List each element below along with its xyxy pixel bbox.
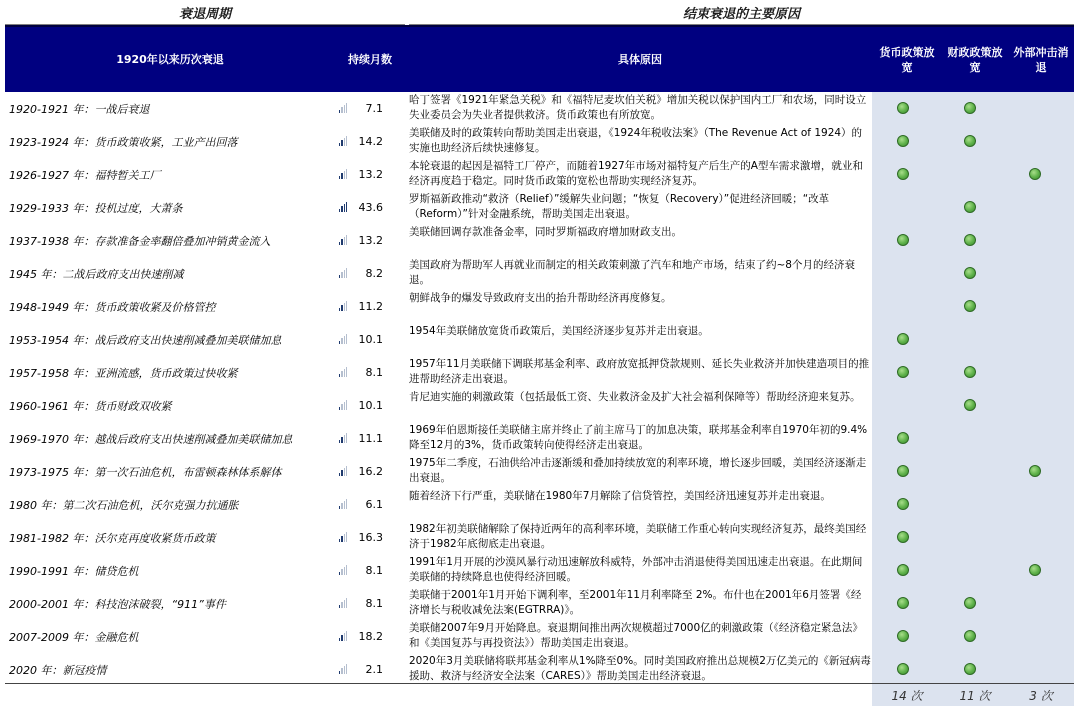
recession-name: 1960-1961 年：货币财政双收紧 bbox=[9, 399, 172, 413]
table-header bbox=[5, 25, 1074, 92]
duration-months: 10.1 bbox=[358, 399, 383, 412]
table-row bbox=[5, 422, 1074, 455]
monetary-marker-icon bbox=[897, 630, 909, 642]
fiscal-marker-icon bbox=[964, 630, 976, 642]
duration-months: 13.2 bbox=[358, 168, 383, 181]
duration-bar-icon bbox=[339, 400, 347, 410]
monetary-marker-icon bbox=[897, 531, 909, 543]
recession-name: 1926-1927 年：福特暂关工厂 bbox=[9, 168, 161, 182]
reason-text: 美联储回调存款准备金率，同时罗斯福政府增加财政支出。 bbox=[409, 226, 682, 238]
section-title-end-causes: 结束衰退的主要原因 bbox=[682, 7, 800, 22]
total-external: 3 次 bbox=[1029, 688, 1053, 703]
recession-name: 1980 年：第二次石油危机，沃尔克强力抗通胀 bbox=[9, 498, 239, 512]
duration-months: 8.1 bbox=[365, 564, 383, 577]
monetary-marker-icon bbox=[897, 234, 909, 246]
duration-bar-icon bbox=[339, 169, 347, 179]
total-fiscal: 11 次 bbox=[959, 688, 991, 703]
recession-name: 1973-1975 年：第一次石油危机，布雷顿森林体系解体 bbox=[9, 465, 282, 479]
header-fiscal: 财政政策放宽 bbox=[947, 45, 1003, 74]
header-reason: 具体原因 bbox=[618, 53, 662, 66]
monetary-marker-icon bbox=[897, 564, 909, 576]
recession-name: 1937-1938 年：存款准备金率翻倍叠加冲销黄金流入 bbox=[9, 234, 271, 248]
external-marker-icon bbox=[1029, 564, 1041, 576]
fiscal-marker-icon bbox=[964, 366, 976, 378]
table-row bbox=[5, 257, 1074, 290]
monetary-marker-icon bbox=[897, 135, 909, 147]
recession-name: 2007-2009 年：金融危机 bbox=[9, 630, 139, 644]
fiscal-marker-icon bbox=[964, 267, 976, 279]
monetary-marker-icon bbox=[897, 663, 909, 675]
total-monetary: 14 次 bbox=[891, 688, 923, 703]
reason-text: 1982年初美联储解除了保持近两年的高利率环境，美联储工作重心转向实现经济复苏，最终美国经济于1982年底彻底走出衰退。 bbox=[409, 523, 867, 550]
table-row bbox=[5, 125, 1074, 158]
duration-months: 43.6 bbox=[358, 201, 383, 214]
reason-text: 罗斯福新政推动“救济（Relief）”缓解失业问题；“恢复（Recovery）”促进经济回暖；“改革（Reform）”针对金融系统，帮助美国走出衰退。 bbox=[409, 193, 830, 220]
duration-months: 7.1 bbox=[365, 102, 383, 115]
duration-bar-icon bbox=[339, 367, 347, 377]
duration-months: 8.2 bbox=[365, 267, 383, 280]
table-row bbox=[5, 587, 1074, 620]
monetary-marker-icon bbox=[897, 498, 909, 510]
table-row bbox=[5, 521, 1074, 554]
table-row bbox=[5, 554, 1074, 587]
duration-months: 16.3 bbox=[358, 531, 383, 544]
duration-bar-icon bbox=[339, 103, 347, 113]
table-row bbox=[5, 92, 1074, 125]
duration-bar-icon bbox=[339, 334, 347, 344]
recession-name: 1948-1949 年：货币政策收紧及价格管控 bbox=[9, 300, 216, 314]
recession-name: 1969-1970 年：越战后政府支出快速削减叠加美联储加息 bbox=[9, 432, 293, 446]
external-marker-icon bbox=[1029, 465, 1041, 477]
recession-name: 2000-2001 年：科技泡沫破裂，“911”事件 bbox=[9, 597, 226, 611]
monetary-marker-icon bbox=[897, 465, 909, 477]
fiscal-marker-icon bbox=[964, 234, 976, 246]
reason-text: 1957年11月美联储下调联邦基金利率、政府放宽抵押贷款规则、延长失业救济并加快建造项目的推进帮助经济走出衰退。 bbox=[409, 358, 870, 385]
duration-months: 2.1 bbox=[365, 663, 383, 676]
table-row bbox=[5, 455, 1074, 488]
table-row bbox=[5, 323, 1074, 356]
duration-months: 16.2 bbox=[358, 465, 383, 478]
fiscal-marker-icon bbox=[964, 663, 976, 675]
reason-text: 2020年3月美联储将联邦基金利率从1%降至0%。同时美国政府推出总规模2万亿美元的《新冠病毒援助、救济与经济安全法案（CARES）》帮助美国走出经济衰退。 bbox=[409, 655, 871, 682]
recession-name: 1990-1991 年：储贷危机 bbox=[9, 564, 139, 578]
reason-text: 美国政府为帮助军人再就业而制定的相关政策刺激了汽车和地产市场，结束了约~8个月的经济衰退。 bbox=[409, 259, 855, 286]
monetary-marker-icon bbox=[897, 432, 909, 444]
reason-text: 1975年二季度，石油供给冲击逐渐缓和叠加持续放宽的利率环境，增长逐步回暖，美国经济逐渐走出衰退。 bbox=[409, 457, 867, 484]
reason-text: 美联储及时的政策转向帮助美国走出衰退，《1924年税收法案》（The Revenue Act of 1924）的实施也助经济后续快速修复。 bbox=[409, 127, 863, 154]
reason-text: 美联储2007年9月开始降息。衰退期间推出两次规模超过7000亿的刺激政策（《经济稳定紧急法》和《美国复苏与再投资法》）帮助美国走出衰退。 bbox=[409, 622, 863, 649]
table-row bbox=[5, 389, 1074, 422]
duration-months: 8.1 bbox=[365, 597, 383, 610]
duration-months: 13.2 bbox=[358, 234, 383, 247]
recession-name: 2020 年：新冠疫情 bbox=[9, 663, 107, 677]
reason-text: 哈丁签署《1921年紧急关税》和《福特尼麦坎伯关税》增加关税以保护国内工厂和农场，同时设立失业委员会为失业者提供救济。货币政策也有所放宽。 bbox=[409, 94, 867, 121]
recession-name: 1981-1982 年：沃尔克再度收紧货币政策 bbox=[9, 531, 216, 545]
reason-text: 1954年美联储放宽货币政策后，美国经济逐步复苏并走出衰退。 bbox=[409, 325, 709, 337]
reason-text: 肯尼迪实施的刺激政策（包括最低工资、失业救济金及扩大社会福利保障等）帮助经济迎来复苏。 bbox=[409, 391, 861, 403]
duration-bar-icon bbox=[339, 565, 347, 575]
table-row bbox=[5, 488, 1074, 521]
fiscal-marker-icon bbox=[964, 597, 976, 609]
recession-name: 1929-1933 年：投机过度，大萧条 bbox=[9, 201, 183, 215]
table-row bbox=[5, 191, 1074, 224]
duration-months: 6.1 bbox=[365, 498, 383, 511]
fiscal-marker-icon bbox=[964, 399, 976, 411]
table-row bbox=[5, 290, 1074, 323]
duration-bar-icon bbox=[339, 598, 347, 608]
recession-name: 1945 年：二战后政府支出快速削减 bbox=[9, 267, 184, 281]
duration-bar-icon bbox=[339, 202, 347, 212]
duration-months: 10.1 bbox=[358, 333, 383, 346]
table-row bbox=[5, 653, 1074, 686]
reason-text: 随着经济下行严重，美联储在1980年7月解除了信贷管控，美国经济迅速复苏并走出衰退。 bbox=[409, 490, 831, 502]
table-row bbox=[5, 356, 1074, 389]
fiscal-marker-icon bbox=[964, 201, 976, 213]
duration-bar-icon bbox=[339, 499, 347, 509]
duration-bar-icon bbox=[339, 235, 347, 245]
duration-bar-icon bbox=[339, 268, 347, 278]
monetary-marker-icon bbox=[897, 168, 909, 180]
reason-text: 朝鲜战争的爆发导致政府支出的抬升帮助经济再度修复。 bbox=[409, 292, 672, 304]
monetary-marker-icon bbox=[897, 366, 909, 378]
fiscal-marker-icon bbox=[964, 102, 976, 114]
header-recession: 1920年以来历次衰退 bbox=[116, 53, 224, 66]
header-monetary: 货币政策放宽 bbox=[879, 45, 935, 74]
reason-text: 1991年1月开展的沙漠风暴行动迅速解放科威特，外部冲击消退使得美国迅速走出衰退。在此期间美联储的持续降息也使得经济回暖。 bbox=[409, 556, 863, 583]
reason-text: 1969年伯恩斯接任美联储主席并终止了前主席马丁的加息决策，联邦基金利率自1970年初的9.4%降至12月的3%，货币政策转向使得经济走出衰退。 bbox=[409, 424, 868, 451]
monetary-marker-icon bbox=[897, 597, 909, 609]
header-months: 持续月数 bbox=[348, 53, 392, 66]
duration-months: 11.2 bbox=[358, 300, 383, 313]
recession-name: 1953-1954 年：战后政府支出快速削减叠加美联储加息 bbox=[9, 333, 282, 347]
fiscal-marker-icon bbox=[964, 300, 976, 312]
duration-months: 18.2 bbox=[358, 630, 383, 643]
recession-name: 1957-1958 年：亚洲流感，货币政策过快收紧 bbox=[9, 366, 238, 380]
table-row bbox=[5, 158, 1074, 191]
duration-months: 8.1 bbox=[365, 366, 383, 379]
recession-name: 1923-1924 年：货币政策收紧，工业产出回落 bbox=[9, 135, 238, 149]
table-row bbox=[5, 620, 1074, 653]
monetary-marker-icon bbox=[897, 102, 909, 114]
duration-bar-icon bbox=[339, 664, 347, 674]
reason-text: 本轮衰退的起因是福特工厂停产，而随着1927年市场对福特复产后生产的A型车需求激增，就业和经济再度趋于稳定。同时货币政策的宽松也帮助实现经济复苏。 bbox=[409, 160, 863, 187]
header-external: 外部冲击消退 bbox=[1013, 45, 1069, 74]
reason-text: 美联储于2001年1月开始下调利率，至2001年11月利率降至 2%。布什也在2001年6月签署《经济增长与税收减免法案(EGTRRA)》。 bbox=[409, 589, 862, 616]
duration-bar-icon bbox=[339, 433, 347, 443]
duration-bar-icon bbox=[339, 631, 347, 641]
monetary-marker-icon bbox=[897, 333, 909, 345]
duration-bar-icon bbox=[339, 301, 347, 311]
recession-name: 1920-1921 年：一战后衰退 bbox=[9, 102, 150, 116]
table-row bbox=[5, 224, 1074, 257]
section-title-recession-cycle: 衰退周期 bbox=[178, 7, 231, 22]
duration-months: 14.2 bbox=[358, 135, 383, 148]
duration-bar-icon bbox=[339, 532, 347, 542]
duration-months: 11.1 bbox=[358, 432, 383, 445]
duration-bar-icon bbox=[339, 466, 347, 476]
fiscal-marker-icon bbox=[964, 135, 976, 147]
duration-bar-icon bbox=[339, 136, 347, 146]
external-marker-icon bbox=[1029, 168, 1041, 180]
